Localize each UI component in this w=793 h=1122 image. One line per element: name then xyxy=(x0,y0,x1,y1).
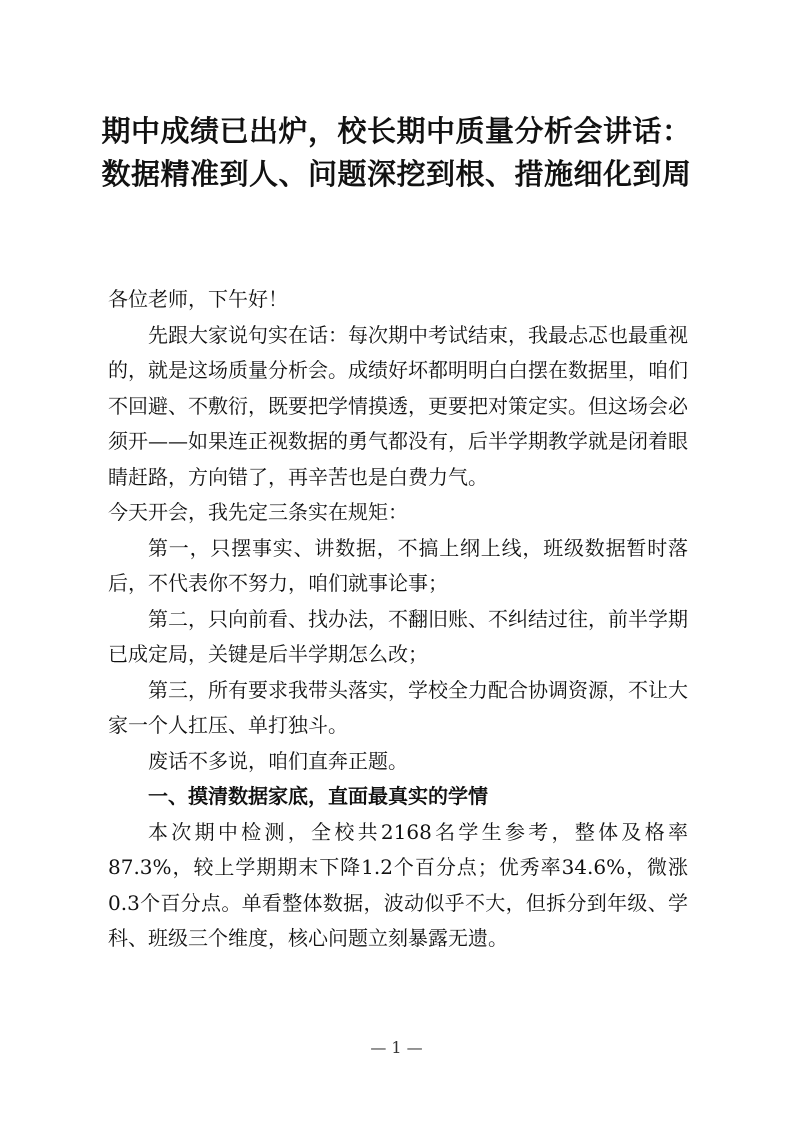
paragraph-intro: 先跟大家说句实在话：每次期中考试结束，我最忐忑也最重视的，就是这场质量分析会。成绩好坏都明明白白摆在数据里，咱们不回避、不敷衍，既要把学情摸透，更要把对策定实。但这场会必须开——如果连正视数据的勇气都没有，后半学期教学就是闭着眼睛赶路，方向错了，再辛苦也是白费力气。 xyxy=(108,322,688,489)
paragraph-rules-intro: 今天开会，我先定三条实在规矩： xyxy=(108,500,408,524)
greeting: 各位老师，下午好！ xyxy=(108,287,288,311)
section-heading: 一、摸清数据家底，直面最真实的学情 xyxy=(148,784,488,808)
paragraph-section-1: 本次期中检测，全校共2168名学生参考，整体及格率87.3%，较上学期期末下降1.2个百分点；优秀率34.6%，微涨0.3个百分点。单看整体数据，波动似乎不大，但拆分到年级、学科、班级三个维度，核心问题立刻暴露无遗。 xyxy=(108,819,688,950)
paragraph-rule-1: 第一，只摆事实、讲数据，不搞上纲上线，班级数据暂时落后，不代表你不努力，咱们就事论事； xyxy=(108,535,688,595)
paragraph-transition: 废话不多说，咱们直奔正题。 xyxy=(148,748,408,773)
paragraph-rule-3: 第三，所有要求我带头落实，学校全力配合协调资源，不让大家一个人扛压、单打独斗。 xyxy=(108,677,688,737)
document-title: 期中成绩已出炉，校长期中质量分析会讲话：数据精准到人、问题深挖到根、措施细化到周 xyxy=(101,114,692,191)
page-number: — 1 — xyxy=(370,1038,423,1057)
paragraph-rule-2: 第二，只向前看、找办法，不翻旧账、不纠结过往，前半学期已成定局，关键是后半学期怎么改； xyxy=(108,606,688,666)
document-body xyxy=(108,282,688,957)
